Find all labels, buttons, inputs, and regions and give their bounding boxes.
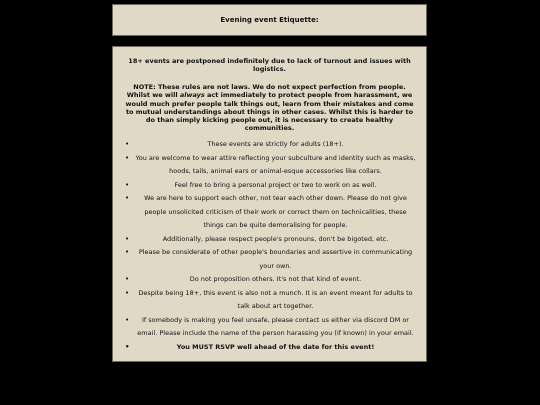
bullet-icon: • bbox=[125, 140, 130, 148]
content-panel bbox=[112, 46, 427, 362]
rule-item bbox=[121, 314, 418, 341]
bullet-icon: • bbox=[125, 288, 130, 297]
rule-item bbox=[121, 233, 418, 247]
rule-text: Despite being 18+, this event is also not a munch. It is an event meant for adults to talk about art together. bbox=[138, 288, 413, 310]
rules-note-text: NOTE: These rules are not laws. We do not expect perfection from people. Whilst we will bbox=[126, 83, 406, 100]
rules-list bbox=[121, 138, 418, 354]
rule-text: Feel free to bring a personal project or two to work on as well. bbox=[174, 180, 377, 189]
rule-text: Additionally, please respect people's pronouns, don't be bigoted, etc. bbox=[162, 234, 389, 243]
rule-text: These events are strictly for adults (18+). bbox=[207, 140, 344, 148]
header-panel bbox=[112, 4, 427, 36]
rules-note-text-continued: act immediately to protect people from harassment, we would much prefer people talk things out, learn from their mistakes and come to mutual understandings about things in other cases. Whilst this is harder to do than simply kicking people out, it is necessary to create healthy communities. bbox=[125, 91, 414, 132]
rule-text: You are welcome to wear attire reflecting your subculture and identity such as masks, hoods, tails, animal ears or animal-esque accessories like collars. bbox=[135, 153, 416, 175]
rule-item bbox=[121, 246, 418, 273]
rule-text: We are here to support each other, not tear each other down. Please do not give people unsolicited criticism of their work or correct them on technicalities, these things can be quite demoralising for people. bbox=[144, 194, 407, 229]
rules-note bbox=[121, 83, 418, 132]
bullet-icon: • bbox=[125, 248, 130, 256]
page-title: Evening event Etiquette: bbox=[220, 16, 319, 24]
bullet-icon: • bbox=[125, 275, 130, 283]
bullet-icon: • bbox=[125, 342, 130, 351]
bullet-icon: • bbox=[125, 234, 130, 243]
rule-text: If somebody is making you feel unsafe, please contact us either via discord DM or email. Please include the name of the person harassing you (if known) in your email. bbox=[137, 315, 414, 337]
rule-item bbox=[121, 152, 418, 179]
rule-item bbox=[121, 179, 418, 193]
postponed-notice: 18+ events are postponed indefinitely due to lack of turnout and issues with logistics. bbox=[128, 57, 411, 74]
rule-item bbox=[121, 138, 418, 152]
rule-item bbox=[121, 192, 418, 233]
bullet-icon: • bbox=[125, 153, 130, 162]
rule-item bbox=[121, 287, 418, 314]
rule-item bbox=[121, 273, 418, 287]
bullet-icon: • bbox=[125, 194, 130, 202]
bullet-icon: • bbox=[125, 315, 130, 324]
rule-text: You MUST RSVP well ahead of the date for this event! bbox=[176, 342, 375, 351]
rule-text: Do not proposition others. It's not that kind of event. bbox=[189, 275, 362, 283]
rules-note-emphasis: always bbox=[179, 91, 205, 100]
bullet-icon: • bbox=[125, 180, 130, 189]
rule-text: Please be considerate of other people's boundaries and assertive in communicating your own. bbox=[138, 248, 413, 270]
rule-item-rsvp bbox=[121, 341, 418, 355]
